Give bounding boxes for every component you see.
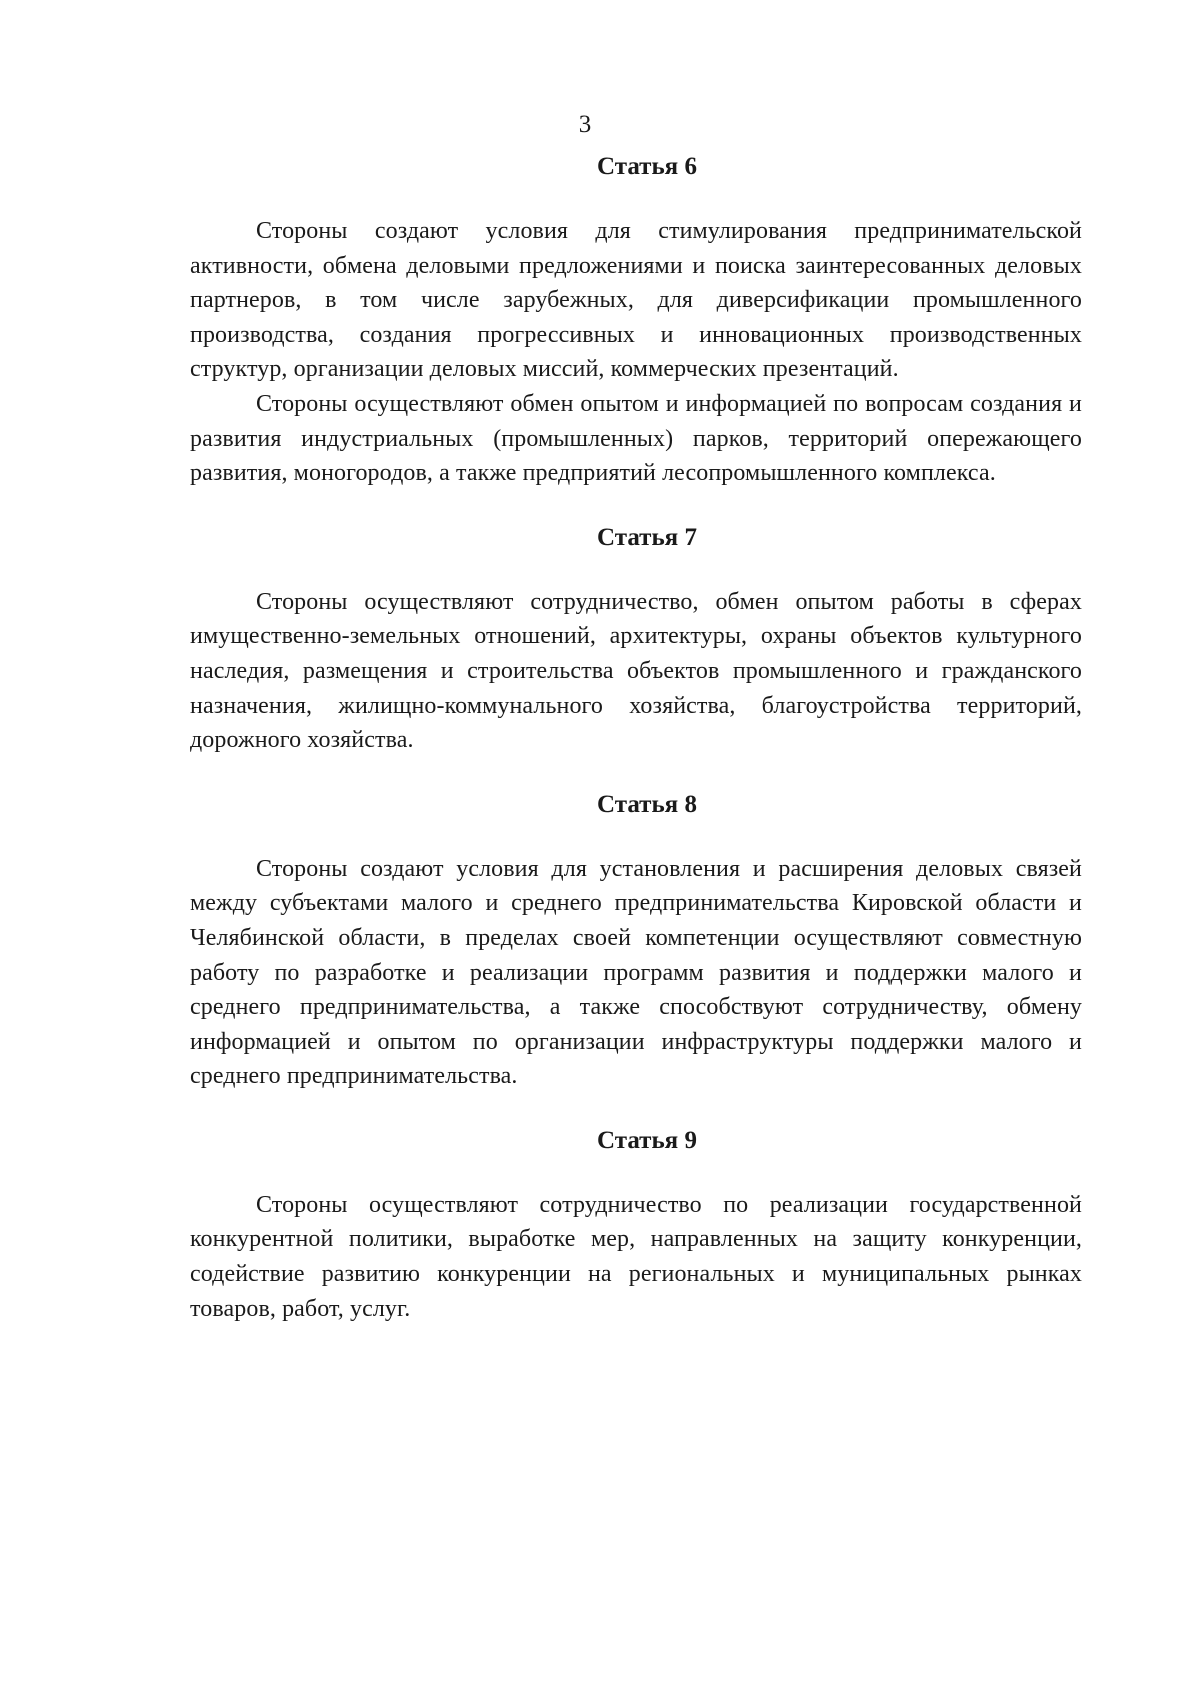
- article-title: Статья 7: [597, 523, 697, 551]
- article-7: [190, 521, 1082, 758]
- page-number: 3: [578, 111, 592, 138]
- article-8: [190, 788, 1082, 1094]
- article-9: [190, 1124, 1082, 1326]
- article-paragraph: Стороны создают условия для стимулирования предпринимательской активности, обмена деловыми предложениями и поиска заинтересованных деловых партнеров, в том числе зарубежных, для диверсификации промышленного производства, создания прогрессивных и инновационных производственных структур, организации деловых миссий, коммерческих презентаций.: [190, 218, 1082, 383]
- article-paragraph: Стороны осуществляют сотрудничество, обмен опытом работы в сферах имущественно-земельных отношений, архитектуры, охраны объектов культурного наследия, размещения и строительства объектов промышленного и гражданского назначения, жилищно-коммунального хозяйства, благоустройства территорий, дорожного хозяйства.: [190, 588, 1082, 754]
- article-paragraph: Стороны создают условия для установления и расширения деловых связей между субъектами малого и среднего предпринимательства Кировской области и Челябинской области, в пределах своей компетенции осуществляют совместную работу по разработке и реализации программ развития и поддержки малого и среднего предпринимательства, а также способствуют сотрудничеству, обмену информацией и опытом по организации инфраструктуры поддержки малого и среднего предпринимательства.: [190, 855, 1082, 1090]
- article-title: Статья 9: [597, 1126, 697, 1154]
- article-6: [190, 150, 1082, 491]
- article-title: Статья 8: [597, 790, 697, 818]
- article-title: Статья 6: [597, 153, 697, 180]
- article-paragraph: Стороны осуществляют сотрудничество по реализации государственной конкурентной политики, выработке мер, направленных на защиту конкуренции, содействие развитию конкуренции на региональных и муниципальных рынках товаров, работ, услуг.: [190, 1191, 1082, 1322]
- document-body: [190, 150, 1082, 1326]
- article-paragraph: Стороны осуществляют обмен опытом и информацией по вопросам создания и развития индустриальных (промышленных) парков, территорий опережающего развития, моногородов, а также предприятий лесопромышленного комплекса.: [190, 390, 1082, 487]
